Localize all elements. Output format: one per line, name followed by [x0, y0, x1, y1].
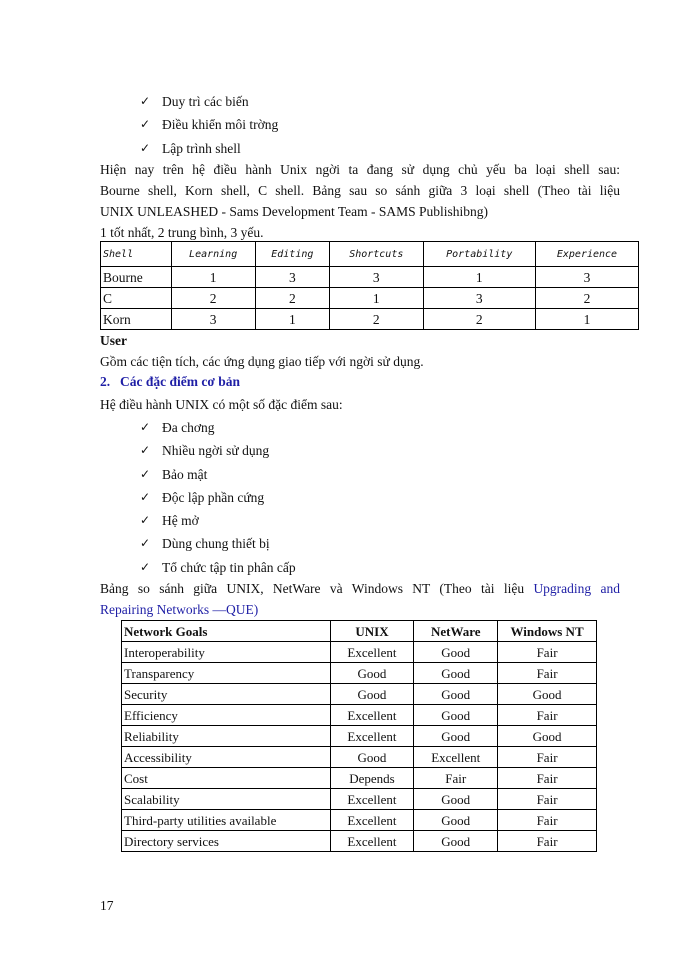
- table-cell: Depends: [330, 768, 414, 789]
- list-item: ✓ Bảo mật: [140, 463, 296, 486]
- table-header-cell: Shell: [101, 242, 172, 267]
- table-cell: Good: [414, 705, 498, 726]
- table-cell: Good: [330, 747, 414, 768]
- table-header-cell: Network Goals: [122, 621, 331, 642]
- table-cell: Fair: [498, 747, 597, 768]
- table-row: [122, 642, 597, 663]
- table-cell: Excellent: [330, 705, 414, 726]
- table-cell: Excellent: [330, 642, 414, 663]
- table-cell: Excellent: [330, 831, 414, 852]
- table-cell: Cost: [122, 768, 331, 789]
- table-cell: Efficiency: [122, 705, 331, 726]
- table-cell: 2: [171, 288, 255, 309]
- checkmark-icon: ✓: [140, 117, 151, 132]
- table-cell: Accessibility: [122, 747, 331, 768]
- table-cell: 2: [535, 288, 638, 309]
- table-cell: Reliability: [122, 726, 331, 747]
- table-cell: Fair: [498, 768, 597, 789]
- table-cell: Security: [122, 684, 331, 705]
- checkmark-icon: ✓: [140, 559, 151, 574]
- table-cell: Fair: [498, 705, 597, 726]
- table-cell: Good: [414, 663, 498, 684]
- table-header-cell: Experience: [535, 242, 638, 267]
- table-cell: C: [101, 288, 172, 309]
- reference-link[interactable]: Repairing Networks —QUE): [100, 602, 259, 617]
- section-title: Các đặc điểm cơ bản: [120, 374, 240, 389]
- table-cell: Korn: [101, 309, 172, 330]
- table-row: [101, 267, 639, 288]
- list-item: ✓ Tổ chức tập tin phân cấp: [140, 556, 296, 579]
- table-cell: Interoperability: [122, 642, 331, 663]
- table-cell: 3: [255, 267, 329, 288]
- table-cell: Fair: [498, 663, 597, 684]
- list-item: ✓ Độc lập phần cứng: [140, 486, 296, 509]
- checkmark-icon: ✓: [140, 140, 151, 155]
- features-checklist: [140, 416, 296, 579]
- user-section: [100, 330, 620, 372]
- list-item: ✓ Đa chơng: [140, 416, 296, 439]
- table-cell: Good: [414, 684, 498, 705]
- table-header-cell: UNIX: [330, 621, 414, 642]
- table-cell: Transparency: [122, 663, 331, 684]
- table-cell: Excellent: [330, 789, 414, 810]
- table-cell: 1: [423, 267, 535, 288]
- checkmark-icon: ✓: [140, 513, 151, 528]
- compare-intro: [100, 578, 620, 620]
- table-header-row: [101, 242, 639, 267]
- table-cell: Good: [498, 684, 597, 705]
- list-item: ✓ Duy trì các biến: [140, 90, 278, 113]
- table-cell: 3: [423, 288, 535, 309]
- list-item: ✓ Lập trình shell: [140, 137, 278, 160]
- table-header-cell: Portability: [423, 242, 535, 267]
- table-header-row: [122, 621, 597, 642]
- reference-link[interactable]: Upgrading and: [533, 581, 621, 596]
- table-cell: 1: [255, 309, 329, 330]
- intro-line: UNIX UNLEASHED - Sams Development Team - SAMS Publishibng): [100, 204, 489, 219]
- top-checklist: [140, 90, 278, 160]
- list-item: ✓ Hệ mở: [140, 509, 296, 532]
- table-cell: Good: [414, 810, 498, 831]
- table-header-cell: NetWare: [414, 621, 498, 642]
- table-cell: Fair: [414, 768, 498, 789]
- intro-paragraph: [100, 159, 620, 243]
- list-item: ✓ Dùng chung thiết bị: [140, 532, 296, 555]
- page-number: 17: [100, 898, 114, 913]
- table-cell: Good: [330, 684, 414, 705]
- table-cell: Good: [414, 642, 498, 663]
- table-row: [122, 747, 597, 768]
- list-item: ✓ Nhiều ngời sử dụng: [140, 439, 296, 462]
- table-row: [122, 705, 597, 726]
- features-intro: Hệ điều hành UNIX có một số đặc điểm sau:: [100, 397, 343, 412]
- table-row: [122, 726, 597, 747]
- compare-line: Bảng so sánh giữa UNIX, NetWare và Windows NT (Theo tài liệu Upgrading and: [100, 581, 621, 596]
- table-cell: Excellent: [330, 810, 414, 831]
- checkmark-icon: ✓: [140, 536, 151, 551]
- table-header-cell: Learning: [171, 242, 255, 267]
- list-item: ✓ Điều khiển môi trờng: [140, 113, 278, 136]
- checkmark-icon: ✓: [140, 489, 151, 504]
- checkmark-icon: ✓: [140, 94, 151, 108]
- table-cell: 1: [535, 309, 638, 330]
- table-cell: Scalability: [122, 789, 331, 810]
- section-number: 2.: [100, 374, 111, 389]
- table-row: [122, 789, 597, 810]
- table-cell: Good: [330, 663, 414, 684]
- intro-line: Bourne shell, Korn shell, C shell. Bảng sau so sánh giữa 3 loại shell (Theo tài liệu: [100, 183, 620, 198]
- table-cell: 3: [535, 267, 638, 288]
- section-heading: [100, 374, 240, 390]
- table-cell: Directory services: [122, 831, 331, 852]
- table-header-cell: Shortcuts: [330, 242, 423, 267]
- table-cell: Excellent: [414, 747, 498, 768]
- table-cell: Fair: [498, 789, 597, 810]
- table-row: [101, 288, 639, 309]
- table-header-cell: Windows NT: [498, 621, 597, 642]
- shell-comparison-table: [100, 241, 639, 330]
- checkmark-icon: ✓: [140, 466, 151, 481]
- table-cell: Fair: [498, 642, 597, 663]
- table-row: [101, 309, 639, 330]
- table-cell: 2: [423, 309, 535, 330]
- user-text: Gồm các tiện tích, các ứng dụng giao tiếp với ngời sử dụng.: [100, 354, 424, 369]
- table-row: [122, 684, 597, 705]
- intro-line: 1 tốt nhất, 2 trung bình, 3 yếu.: [100, 225, 264, 240]
- table-cell: 2: [330, 309, 423, 330]
- table-cell: Fair: [498, 810, 597, 831]
- intro-line: Hiện nay trên hệ điều hành Unix ngời ta đang sử dụng chủ yếu ba loại shell sau:: [100, 162, 620, 177]
- table-row: [122, 768, 597, 789]
- checkmark-icon: ✓: [140, 420, 151, 434]
- table-row: [122, 663, 597, 684]
- table-cell: Third-party utilities available: [122, 810, 331, 831]
- table-cell: Good: [414, 789, 498, 810]
- table-row: [122, 831, 597, 852]
- table-cell: Good: [414, 726, 498, 747]
- table-cell: 3: [330, 267, 423, 288]
- table-cell: Good: [414, 831, 498, 852]
- network-comparison-table: [121, 620, 597, 852]
- table-row: [122, 810, 597, 831]
- user-title: User: [100, 333, 127, 348]
- table-cell: Fair: [498, 831, 597, 852]
- table-cell: Good: [498, 726, 597, 747]
- table-cell: 1: [330, 288, 423, 309]
- table-header-cell: Editing: [255, 242, 329, 267]
- table-cell: Excellent: [330, 726, 414, 747]
- table-cell: 1: [171, 267, 255, 288]
- table-cell: 2: [255, 288, 329, 309]
- checkmark-icon: ✓: [140, 443, 151, 458]
- table-cell: 3: [171, 309, 255, 330]
- table-cell: Bourne: [101, 267, 172, 288]
